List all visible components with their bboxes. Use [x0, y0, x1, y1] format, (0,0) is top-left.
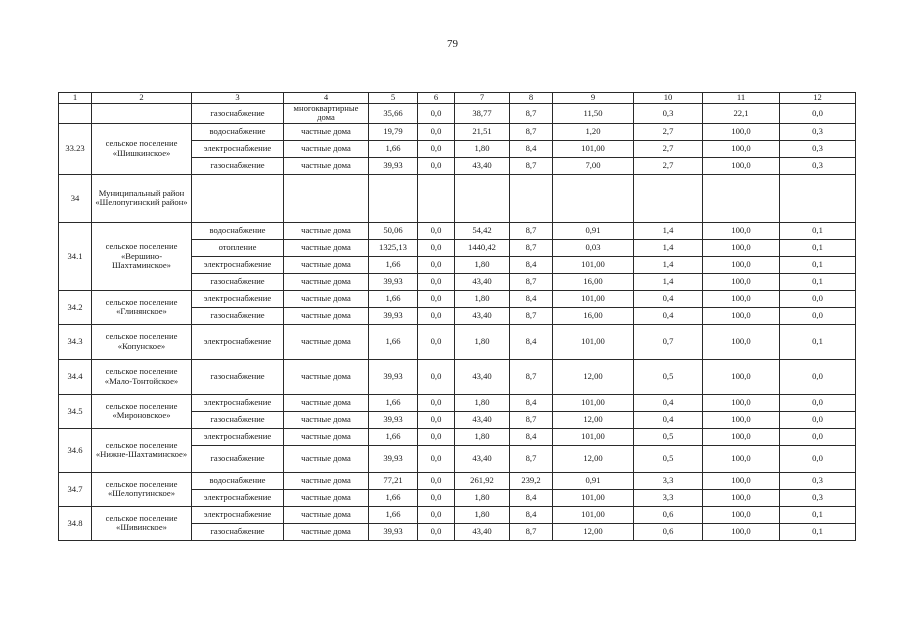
value-cell: 8,4 [510, 256, 553, 273]
value-cell: 0,4 [634, 394, 703, 411]
value-cell: 8,4 [510, 324, 553, 359]
settlement-name-cell: сельское поселение «Мироновское» [92, 394, 192, 428]
value-cell: 0,0 [418, 359, 455, 394]
settlement-id-cell: 34.2 [59, 290, 92, 324]
service-cell: газоснабжение [192, 445, 284, 472]
housing-type-cell: частные дома [284, 157, 369, 174]
value-cell [369, 174, 418, 222]
value-cell: 43,40 [455, 411, 510, 428]
value-cell: 1,80 [455, 324, 510, 359]
value-cell: 0,91 [553, 222, 634, 239]
value-cell: 8,4 [510, 140, 553, 157]
value-cell: 100,0 [703, 307, 780, 324]
value-cell: 0,6 [634, 523, 703, 540]
value-cell: 16,00 [553, 273, 634, 290]
service-cell: электроснабжение [192, 140, 284, 157]
value-cell: 8,7 [510, 359, 553, 394]
settlement-name-cell: сельское поселение «Шишкинское» [92, 123, 192, 174]
value-cell: 0,3 [780, 123, 856, 140]
value-cell: 0,03 [553, 239, 634, 256]
value-cell: 0,0 [780, 359, 856, 394]
value-cell: 35,66 [369, 104, 418, 124]
value-cell: 0,5 [634, 445, 703, 472]
column-number: 4 [284, 93, 369, 104]
value-cell: 12,00 [553, 523, 634, 540]
value-cell: 0,0 [418, 256, 455, 273]
housing-type-cell: частные дома [284, 472, 369, 489]
value-cell: 0,0 [418, 123, 455, 140]
service-cell: водоснабжение [192, 472, 284, 489]
value-cell: 100,0 [703, 123, 780, 140]
table-row [59, 428, 856, 445]
service-cell: газоснабжение [192, 307, 284, 324]
service-cell: электроснабжение [192, 324, 284, 359]
value-cell: 39,93 [369, 157, 418, 174]
service-cell: электроснабжение [192, 290, 284, 307]
value-cell: 0,0 [780, 428, 856, 445]
value-cell: 1,66 [369, 489, 418, 506]
value-cell: 8,7 [510, 123, 553, 140]
value-cell: 239,2 [510, 472, 553, 489]
housing-type-cell: частные дома [284, 411, 369, 428]
settlement-id-cell: 33.23 [59, 123, 92, 174]
value-cell: 100,0 [703, 523, 780, 540]
value-cell: 0,7 [634, 324, 703, 359]
settlement-name-cell: сельское поселение «Шивинское» [92, 506, 192, 540]
column-number: 1 [59, 93, 92, 104]
value-cell: 1,80 [455, 489, 510, 506]
value-cell: 0,4 [634, 307, 703, 324]
value-cell: 2,7 [634, 140, 703, 157]
settlement-name-cell: сельское поселение «Шелопугинское» [92, 472, 192, 506]
value-cell: 0,5 [634, 428, 703, 445]
tariff-table [58, 92, 856, 541]
value-cell: 0,5 [634, 359, 703, 394]
value-cell: 0,91 [553, 472, 634, 489]
value-cell: 2,7 [634, 157, 703, 174]
value-cell: 19,79 [369, 123, 418, 140]
value-cell [553, 174, 634, 222]
value-cell: 0,1 [780, 273, 856, 290]
value-cell: 1,66 [369, 324, 418, 359]
settlement-name-cell: сельское поселение «Копунское» [92, 324, 192, 359]
value-cell: 8,4 [510, 394, 553, 411]
settlement-id-cell [59, 104, 92, 124]
column-number: 8 [510, 93, 553, 104]
table-row [59, 506, 856, 523]
value-cell: 100,0 [703, 411, 780, 428]
service-cell: газоснабжение [192, 273, 284, 290]
settlement-id-cell: 34.4 [59, 359, 92, 394]
value-cell [703, 174, 780, 222]
value-cell: 100,0 [703, 157, 780, 174]
value-cell: 8,7 [510, 222, 553, 239]
table-row [59, 394, 856, 411]
value-cell: 8,4 [510, 489, 553, 506]
value-cell: 39,93 [369, 273, 418, 290]
housing-type-cell: многоквартирные дома [284, 104, 369, 124]
value-cell: 100,0 [703, 222, 780, 239]
value-cell [780, 174, 856, 222]
value-cell: 0,0 [418, 239, 455, 256]
service-cell: электроснабжение [192, 256, 284, 273]
value-cell: 0,1 [780, 506, 856, 523]
settlement-name-cell: сельское поселение «Вершино-Шахтаминское» [92, 222, 192, 290]
value-cell: 39,93 [369, 359, 418, 394]
service-cell: газоснабжение [192, 359, 284, 394]
value-cell: 1,66 [369, 394, 418, 411]
value-cell: 2,7 [634, 123, 703, 140]
value-cell: 0,0 [418, 428, 455, 445]
value-cell: 43,40 [455, 273, 510, 290]
service-cell: электроснабжение [192, 506, 284, 523]
value-cell: 100,0 [703, 489, 780, 506]
housing-type-cell: частные дома [284, 506, 369, 523]
value-cell: 38,77 [455, 104, 510, 124]
value-cell: 1,4 [634, 256, 703, 273]
service-cell: газоснабжение [192, 411, 284, 428]
value-cell: 0,6 [634, 506, 703, 523]
page-number: 79 [447, 38, 458, 50]
housing-type-cell: частные дома [284, 523, 369, 540]
housing-type-cell: частные дома [284, 428, 369, 445]
service-cell [192, 174, 284, 222]
housing-type-cell: частные дома [284, 359, 369, 394]
value-cell: 101,00 [553, 489, 634, 506]
settlement-name-cell: сельское поселение «Мало-Тонтойское» [92, 359, 192, 394]
housing-type-cell: частные дома [284, 290, 369, 307]
value-cell: 8,7 [510, 445, 553, 472]
value-cell: 101,00 [553, 324, 634, 359]
value-cell: 0,0 [418, 140, 455, 157]
column-number: 9 [553, 93, 634, 104]
value-cell: 43,40 [455, 523, 510, 540]
value-cell [634, 174, 703, 222]
value-cell: 50,06 [369, 222, 418, 239]
housing-type-cell [284, 174, 369, 222]
value-cell: 0,0 [418, 157, 455, 174]
table-row [59, 472, 856, 489]
value-cell: 0,1 [780, 222, 856, 239]
value-cell: 0,0 [780, 411, 856, 428]
service-cell: электроснабжение [192, 394, 284, 411]
value-cell: 1,80 [455, 428, 510, 445]
housing-type-cell: частные дома [284, 140, 369, 157]
value-cell: 0,3 [780, 157, 856, 174]
value-cell: 101,00 [553, 256, 634, 273]
value-cell: 54,42 [455, 222, 510, 239]
value-cell [455, 174, 510, 222]
value-cell: 8,7 [510, 157, 553, 174]
value-cell: 1325,13 [369, 239, 418, 256]
value-cell: 101,00 [553, 140, 634, 157]
value-cell: 12,00 [553, 411, 634, 428]
value-cell: 0,1 [780, 523, 856, 540]
value-cell [510, 174, 553, 222]
value-cell: 8,7 [510, 411, 553, 428]
value-cell: 0,0 [780, 290, 856, 307]
service-cell: водоснабжение [192, 123, 284, 140]
value-cell: 0,0 [780, 394, 856, 411]
value-cell: 8,7 [510, 104, 553, 124]
value-cell: 0,1 [780, 256, 856, 273]
column-number: 5 [369, 93, 418, 104]
housing-type-cell: частные дома [284, 123, 369, 140]
value-cell: 0,0 [418, 394, 455, 411]
value-cell: 3,3 [634, 489, 703, 506]
table-row [59, 222, 856, 239]
column-number: 10 [634, 93, 703, 104]
housing-type-cell: частные дома [284, 239, 369, 256]
settlement-id-cell: 34.1 [59, 222, 92, 290]
value-cell: 1,66 [369, 256, 418, 273]
settlement-name-cell: Муниципальный район «Шелопугинский район» [92, 174, 192, 222]
value-cell: 0,3 [780, 140, 856, 157]
service-cell: отопление [192, 239, 284, 256]
table-row [59, 290, 856, 307]
table-row [59, 359, 856, 394]
value-cell: 8,7 [510, 273, 553, 290]
value-cell: 100,0 [703, 290, 780, 307]
service-cell: электроснабжение [192, 428, 284, 445]
value-cell: 39,93 [369, 445, 418, 472]
value-cell: 101,00 [553, 394, 634, 411]
value-cell: 0,0 [418, 523, 455, 540]
value-cell: 0,1 [780, 324, 856, 359]
value-cell: 0,0 [418, 273, 455, 290]
value-cell: 11,50 [553, 104, 634, 124]
value-cell: 1,80 [455, 506, 510, 523]
value-cell: 8,7 [510, 523, 553, 540]
value-cell: 0,3 [780, 489, 856, 506]
column-number: 11 [703, 93, 780, 104]
value-cell: 101,00 [553, 290, 634, 307]
value-cell: 39,93 [369, 411, 418, 428]
value-cell: 100,0 [703, 394, 780, 411]
service-cell: газоснабжение [192, 104, 284, 124]
value-cell: 43,40 [455, 307, 510, 324]
housing-type-cell: частные дома [284, 324, 369, 359]
value-cell: 8,4 [510, 290, 553, 307]
value-cell: 100,0 [703, 428, 780, 445]
settlement-id-cell: 34 [59, 174, 92, 222]
value-cell: 0,0 [418, 104, 455, 124]
column-number: 6 [418, 93, 455, 104]
settlement-id-cell: 34.8 [59, 506, 92, 540]
value-cell: 1,20 [553, 123, 634, 140]
column-number: 3 [192, 93, 284, 104]
settlement-name-cell: сельское поселение «Нижне-Шахтаминское» [92, 428, 192, 472]
value-cell: 1,80 [455, 394, 510, 411]
value-cell: 43,40 [455, 157, 510, 174]
housing-type-cell: частные дома [284, 394, 369, 411]
value-cell: 1,66 [369, 428, 418, 445]
value-cell: 39,93 [369, 307, 418, 324]
value-cell: 43,40 [455, 445, 510, 472]
value-cell: 1,80 [455, 140, 510, 157]
value-cell: 100,0 [703, 506, 780, 523]
value-cell: 22,1 [703, 104, 780, 124]
service-cell: газоснабжение [192, 157, 284, 174]
housing-type-cell: частные дома [284, 489, 369, 506]
value-cell: 1,4 [634, 273, 703, 290]
value-cell: 100,0 [703, 239, 780, 256]
value-cell: 0,0 [780, 104, 856, 124]
value-cell: 39,93 [369, 523, 418, 540]
value-cell: 0,0 [780, 307, 856, 324]
value-cell: 77,21 [369, 472, 418, 489]
value-cell: 12,00 [553, 359, 634, 394]
value-cell: 43,40 [455, 359, 510, 394]
housing-type-cell: частные дома [284, 273, 369, 290]
housing-type-cell: частные дома [284, 307, 369, 324]
settlement-id-cell: 34.6 [59, 428, 92, 472]
value-cell: 0,4 [634, 411, 703, 428]
service-cell: электроснабжение [192, 489, 284, 506]
value-cell: 101,00 [553, 506, 634, 523]
value-cell: 0,0 [418, 445, 455, 472]
value-cell: 0,1 [780, 239, 856, 256]
value-cell: 261,92 [455, 472, 510, 489]
value-cell: 16,00 [553, 307, 634, 324]
value-cell: 8,4 [510, 506, 553, 523]
housing-type-cell: частные дома [284, 256, 369, 273]
value-cell: 1,66 [369, 140, 418, 157]
value-cell: 100,0 [703, 324, 780, 359]
value-cell: 0,3 [780, 472, 856, 489]
column-number-row [59, 93, 856, 104]
column-number: 12 [780, 93, 856, 104]
value-cell: 7,00 [553, 157, 634, 174]
column-number: 2 [92, 93, 192, 104]
service-cell: газоснабжение [192, 523, 284, 540]
housing-type-cell: частные дома [284, 222, 369, 239]
table-row [59, 174, 856, 222]
value-cell: 21,51 [455, 123, 510, 140]
value-cell: 0,0 [418, 489, 455, 506]
column-number: 7 [455, 93, 510, 104]
value-cell: 3,3 [634, 472, 703, 489]
value-cell: 0,0 [418, 290, 455, 307]
table-body [59, 93, 856, 541]
value-cell: 0,0 [780, 445, 856, 472]
settlement-id-cell: 34.7 [59, 472, 92, 506]
value-cell: 1440,42 [455, 239, 510, 256]
value-cell: 0,0 [418, 506, 455, 523]
value-cell: 0,0 [418, 472, 455, 489]
value-cell: 100,0 [703, 359, 780, 394]
value-cell: 100,0 [703, 273, 780, 290]
value-cell: 100,0 [703, 472, 780, 489]
value-cell: 1,66 [369, 506, 418, 523]
value-cell [418, 174, 455, 222]
value-cell: 1,66 [369, 290, 418, 307]
value-cell: 0,4 [634, 290, 703, 307]
value-cell: 1,4 [634, 239, 703, 256]
value-cell: 101,00 [553, 428, 634, 445]
value-cell: 100,0 [703, 140, 780, 157]
settlement-name-cell: сельское поселение «Глинянское» [92, 290, 192, 324]
table-row [59, 324, 856, 359]
value-cell: 1,4 [634, 222, 703, 239]
value-cell: 8,7 [510, 239, 553, 256]
settlement-name-cell [92, 104, 192, 124]
value-cell: 8,4 [510, 428, 553, 445]
value-cell: 1,80 [455, 290, 510, 307]
value-cell: 0,0 [418, 411, 455, 428]
value-cell: 1,80 [455, 256, 510, 273]
service-cell: водоснабжение [192, 222, 284, 239]
value-cell: 8,7 [510, 307, 553, 324]
settlement-id-cell: 34.5 [59, 394, 92, 428]
value-cell: 0,3 [634, 104, 703, 124]
value-cell: 0,0 [418, 324, 455, 359]
value-cell: 0,0 [418, 307, 455, 324]
table-row [59, 104, 856, 124]
value-cell: 100,0 [703, 445, 780, 472]
settlement-id-cell: 34.3 [59, 324, 92, 359]
table-row [59, 123, 856, 140]
value-cell: 100,0 [703, 256, 780, 273]
housing-type-cell: частные дома [284, 445, 369, 472]
value-cell: 12,00 [553, 445, 634, 472]
value-cell: 0,0 [418, 222, 455, 239]
